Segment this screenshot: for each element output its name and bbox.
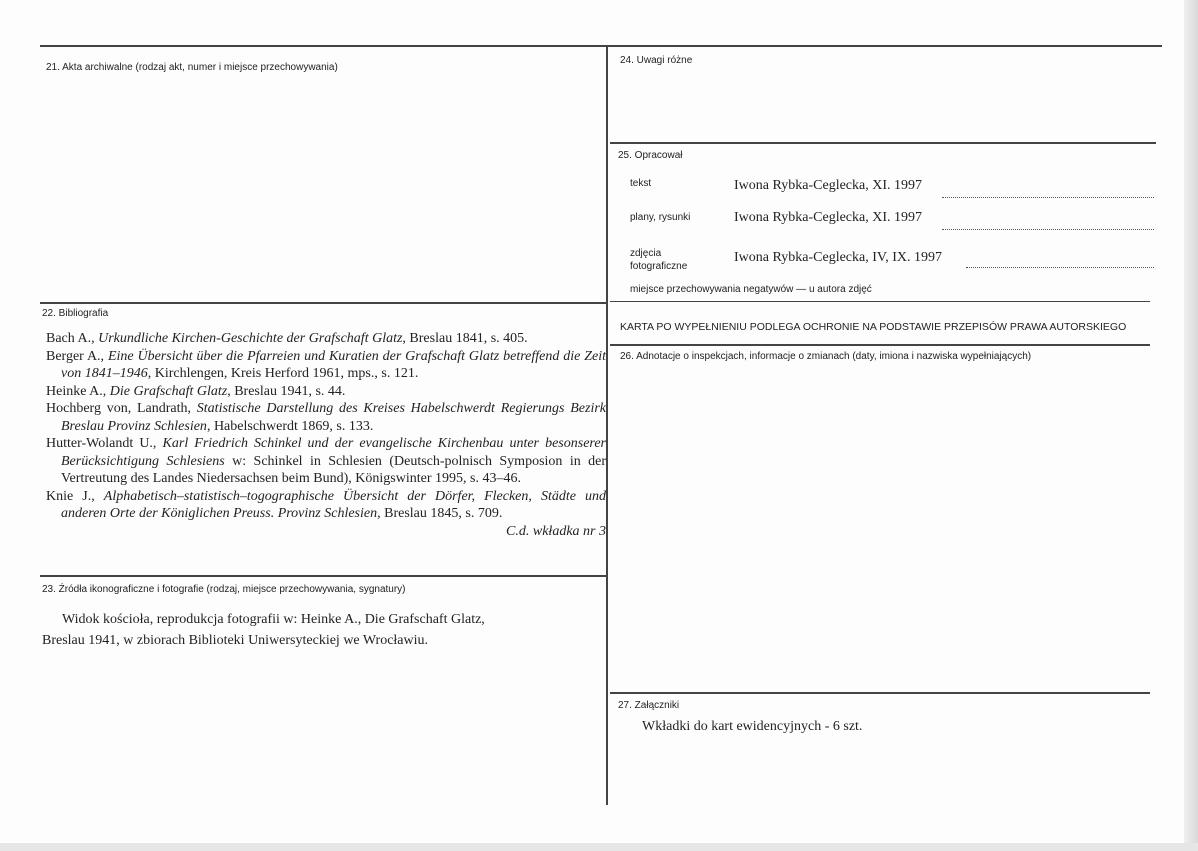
bib-entry — [46, 400, 606, 435]
bib-details: , Breslau 1841, s. 405. — [402, 331, 528, 346]
bib-details: , Kirchlengen, Kreis Herford 1961, mps., s. 121. — [147, 366, 419, 381]
bib-title: Die Grafschaft Glatz — [109, 383, 228, 399]
negatives-location: miejsce przechowywania negatywów — u autora zdjęć — [630, 284, 872, 295]
bib-author: Berger A., — [46, 348, 108, 364]
bib-details: , Habelschwerdt 1869, s. 133. — [206, 418, 374, 434]
top-rule-left — [40, 45, 608, 47]
author-plans-value: Iwona Rybka-Ceglecka, XI. 1997 — [734, 210, 922, 225]
bib-continued-note: C.d. wkładka nr 3 — [506, 523, 606, 539]
bib-entry — [46, 488, 606, 523]
rule-26 — [610, 344, 1150, 346]
author-photos-key-2: fotograficzne — [630, 261, 688, 272]
author-photos-key-1: zdjęcia — [630, 248, 662, 259]
section-25-label: 25. Opracował — [618, 150, 683, 161]
rule-karta-top — [610, 301, 1150, 302]
author-photos-row — [630, 248, 1154, 274]
author-text-row — [630, 178, 1154, 198]
bib-title: Karl Friedrich Schinkel und der evangelische Kirchenbau unter besonserer Berücksichtigung Schlesiens — [61, 436, 607, 469]
section-22-label: 22. Bibliografia — [42, 308, 109, 319]
author-plans-key: plany, rysunki — [630, 212, 691, 223]
attachments-value: Wkładki do kart ewidencyjnych - 6 szt. — [642, 719, 863, 734]
author-plans-row — [630, 210, 1154, 230]
section-23-label: 23. Źródła ikonograficzne i fotografie (rodzaj, miejsce przechowywania, sygnatury) — [42, 584, 406, 595]
section-24-label: 24. Uwagi różne — [620, 55, 693, 66]
rule-22 — [40, 302, 608, 304]
dotted-line — [942, 197, 1154, 198]
bib-details: , Breslau 1941, s. 44. — [227, 383, 346, 399]
bib-details: , Breslau 1845, s. 709. — [377, 506, 503, 521]
bib-author: Heinke A., — [46, 383, 110, 399]
author-text-key: tekst — [630, 178, 652, 189]
paper-edge-right — [1184, 0, 1198, 851]
dotted-line — [966, 267, 1154, 268]
top-rule-right — [608, 45, 1162, 47]
bib-title: Eine Übersicht über die Pfarreien und Kuratien der Grafschaft Glatz betreffend die Zeit von 1841–1946 — [61, 348, 606, 381]
iconography-line-1: Widok kościoła, reprodukcja fotografii w: Heinke A., Die Grafschaft Glatz, — [62, 612, 485, 627]
iconography-line-2: Breslau 1941, w zbiorach Biblioteki Uniwersyteckiej we Wrocławiu. — [42, 633, 429, 648]
bib-author: Hochberg von, Landrath, — [46, 401, 197, 416]
center-divider — [606, 45, 608, 805]
copyright-notice: KARTA PO WYPEŁNIENIU PODLEGA OCHRONIE NA PODSTAWIE PRZEPISÓW PRAWA AUTORSKIEGO — [620, 321, 1127, 333]
bibliography-list — [46, 330, 606, 540]
bib-author: Hutter-Wolandt U., — [46, 436, 163, 451]
bib-title: Statistische Darstellung des Kreises Habelschwerdt Regierungs Bezirk Breslau Provinz Schlesien — [61, 401, 606, 434]
rule-25 — [610, 142, 1156, 144]
section-26-label: 26. Adnotacje o inspekcjach, informacje o zmianach (daty, imiona i nazwiska wypełniających) — [620, 351, 1032, 362]
bib-entry — [46, 435, 606, 488]
bib-author: Bach A., — [46, 331, 99, 346]
bib-details: w: Schinkel in Schlesien (Deutsch-polnisch Symposion in der Vertreutung des Landes Niedersachsen beim Bund), Königswinter 1995, s. 43–46. — [61, 453, 606, 486]
paper-edge-bottom — [0, 843, 1198, 851]
bib-title: Alphabetisch–statistisch–togographische Übersicht der Dörfer, Flecken, Städte und anderen Orte der Königlichen Preuss. Provinz Schlesien — [61, 488, 606, 521]
dotted-line — [942, 229, 1154, 230]
section-27-label: 27. Załączniki — [618, 700, 680, 711]
author-photos-value: Iwona Rybka-Ceglecka, IV, IX. 1997 — [734, 250, 942, 265]
section-21-label: 21. Akta archiwalne (rodzaj akt, numer i miejsce przechowywania) — [46, 62, 338, 73]
bib-author: Knie J., — [46, 488, 104, 504]
rule-27 — [610, 692, 1150, 694]
bib-title: Urkundliche Kirchen-Geschichte der Grafschaft Glatz — [98, 331, 403, 346]
bib-entry — [46, 383, 606, 401]
rule-23 — [40, 575, 608, 577]
bib-entry — [46, 330, 606, 348]
author-text-value: Iwona Rybka-Ceglecka, XI. 1997 — [734, 178, 922, 193]
bib-entry — [46, 348, 606, 383]
